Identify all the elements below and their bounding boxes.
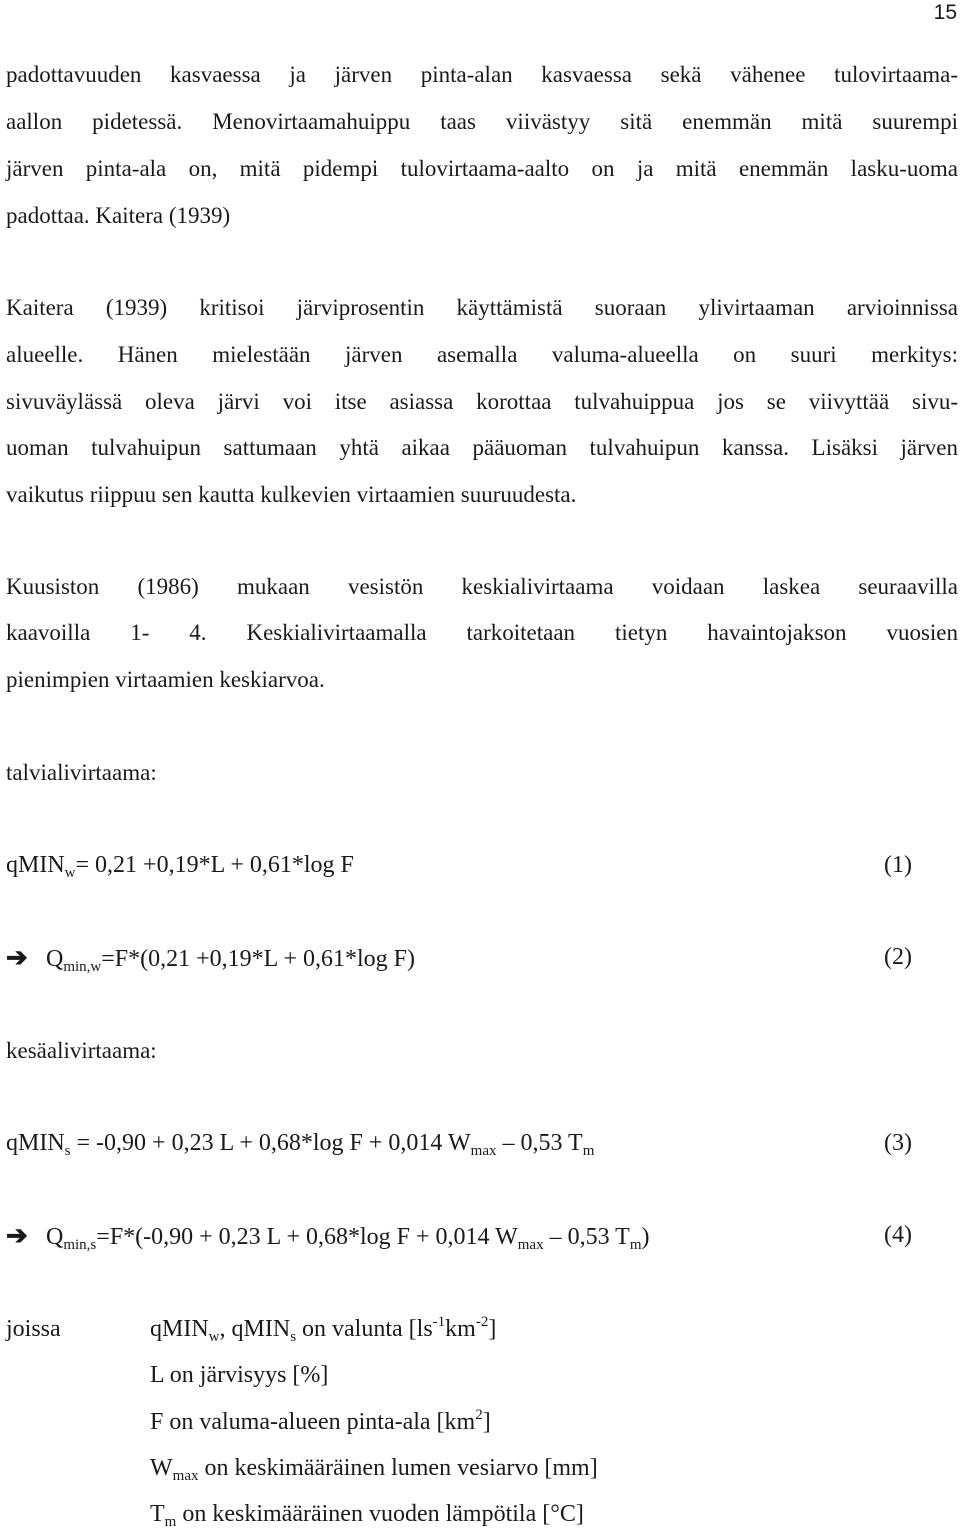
winter-label: talvialivirtaama: [6, 760, 157, 785]
text-line: padottavuuden kasvaessa ja järven pinta-alan kasvaessa sekä vähenee tulovirtaama- [6, 62, 958, 87]
equation-2: ➔ $Q_{min,w}=F*(0,21 +0,19*L + 0,61*\log$ F) [6, 943, 415, 975]
text-line: sivuväylässä oleva järvi voi itse asiassa korottaa tulvahuippua jos se viivyttää sivu- [6, 389, 958, 414]
summer-label: kesäalivirtaama: [6, 1038, 157, 1063]
text-line: järven pinta-ala on, mitä pidempi tulovirtaama-aalto on ja mitä enemmän lasku-uoma [6, 156, 958, 181]
definition-snow-water: $W_{max}$ on keskimääräinen lumen vesiarvo [mm] [150, 1455, 598, 1484]
definition-lake-percentage: L on järvisyys [%] [150, 1362, 329, 1388]
arrow-right-icon: ➔ [6, 1221, 28, 1250]
arrow-right-icon: ➔ [6, 943, 28, 972]
equation-2-number: (2) [884, 944, 912, 970]
text-line: kaavoilla 1- 4. Keskialivirtaamalla tarkoitetaan tietyn havaintojakson vuosien [6, 620, 958, 645]
equation-1: qMIN$_w$= 0,21 +0,19*L + 0,61*log F [6, 852, 354, 881]
definition-temperature: $T_m$ on keskimääräinen vuoden lämpötila [°C] [150, 1501, 584, 1530]
equation-3: qMIN$_s$ = -0,90 + 0,23 L + 0,68*log F + 0,014 $W_{max} - 0,53$ $T_m$ [6, 1130, 595, 1159]
text-line: Kaitera (1939) kritisoi järviprosentin käyttämistä suoraan ylivirtaaman arvioinnissa [6, 295, 958, 320]
text-line: vaikutus riippuu sen kautta kulkevien virtaamien suuruudesta. [6, 482, 577, 507]
definitions-label: joissa [6, 1316, 61, 1342]
equation-1-number: (1) [884, 852, 912, 878]
definition-catchment-area: F on valuma-alueen pinta-ala $[km^2]$ [150, 1407, 491, 1435]
equation-4: ➔ $Q_{min,s}=F*(-0,90 + 0,23$ L + 0,68*log F + 0,014 $W_{max} - 0,53$ $T_m$) [6, 1221, 650, 1253]
equation-4-number: (4) [884, 1222, 912, 1248]
text-line: aallon pidetessä. Menovirtaamahuippu taas viivästyy sitä enemmän mitä suurempi [6, 109, 958, 134]
text-line: padottaa. Kaitera (1939) [6, 203, 231, 228]
equation-3-number: (3) [884, 1130, 912, 1156]
definition-runoff: qMIN$_w$, qMIN$_s$ on valunta $[ls^{-1}km^{-2}]$ [150, 1314, 497, 1345]
text-line: Kuusiston (1986) mukaan vesistön keskialivirtaama voidaan laskea seuraavilla [6, 574, 958, 599]
text-line: uoman tulvahuipun sattumaan yhtä aikaa pääuoman tulvahuipun kanssa. Lisäksi järven [6, 435, 958, 460]
page-number: 15 [933, 1, 957, 24]
text-line: alueelle. Hänen mielestään järven asemalla valuma-alueella on suuri merkitys: [6, 342, 958, 367]
text-line: pienimpien virtaamien keskiarvoa. [6, 667, 325, 692]
